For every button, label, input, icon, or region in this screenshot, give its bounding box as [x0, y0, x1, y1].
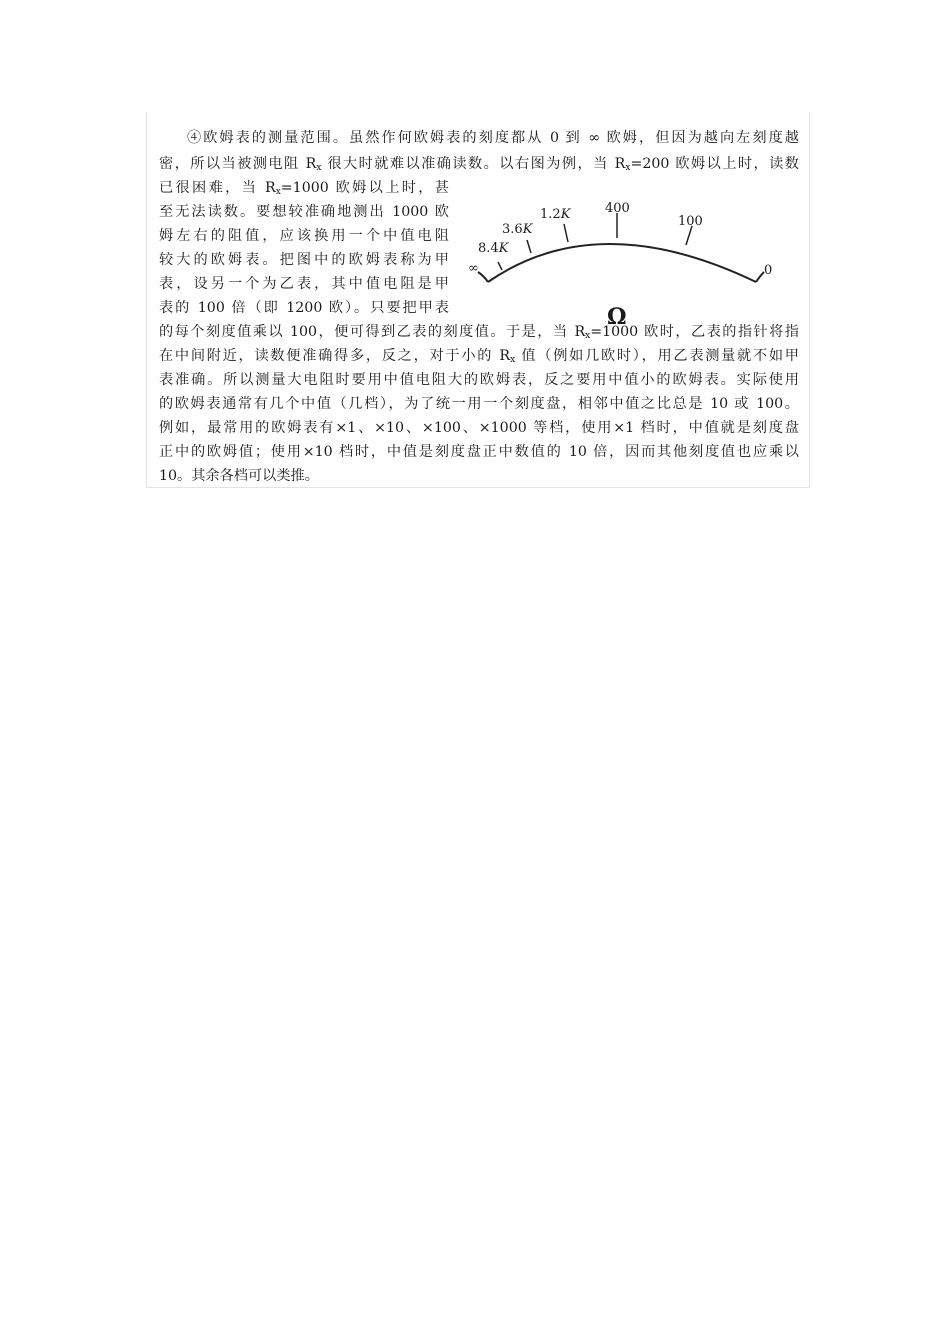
paragraph-line-3: 已很困难，当 $R_x=1000$ 欧姆以上时，甚 [159, 180, 449, 197]
paragraph-line-9: 的每个刻度值乘以 100，便可得到乙表的刻度值。于是，当 $R_x=1000$ 欧时，乙表的指针将指 [159, 324, 799, 341]
scale-arc [488, 244, 756, 282]
paragraph-line-4: 至无法读数。要想较准确地测出 1000 欧 [159, 204, 449, 220]
paragraph-line-2: 密，所以当被测电阻 $R_x$ 很大时就难以准确读数。以右图为例，当 $R_x=200$ 欧姆以上时，读数 [159, 156, 799, 173]
tick-8-4k [498, 262, 502, 270]
label-8-4k: 8.4K [478, 241, 509, 256]
unit-omega-symbol: Ω [607, 304, 627, 330]
paragraph-line-6: 较大的欧姆表。把图中的欧姆表称为甲 [159, 252, 449, 268]
paragraph-line-10: 在中间附近，读数便准确得多，反之，对于小的 $R_x$ 值（例如几欧时），用乙表测量就不如甲 [159, 348, 799, 365]
paragraph-line-11: 表准确。所以测量大电阻时要用中值电阻大的欧姆表，反之要用中值小的欧姆表。实际使用 [159, 372, 799, 388]
label-infinity: ∞ [468, 261, 479, 276]
ohmmeter-scale-diagram [460, 196, 790, 336]
scale-end-right [756, 272, 764, 282]
scale-end-left [478, 272, 488, 282]
tick-3-6k [527, 240, 531, 253]
paragraph-line-5: 姆左右的阻值，应该换用一个中值电阻 [159, 228, 449, 244]
paragraph-line-14: 正中的欧姆值；使用×10 档时，中值是刻度盘正中数值的 10 倍，因而其他刻度值也应乘以 [159, 444, 799, 460]
tick-1-2k [564, 224, 568, 242]
paragraph-line-12: 的欧姆表通常有几个中值（几档），为了统一用一个刻度盘，相邻中值之比总是 10 或 100。 [159, 396, 799, 412]
paragraph-line-13: 例如，最常用的欧姆表有×1、×10、×100、×1000 等档，使用×1 档时，中值就是刻度盘 [159, 420, 799, 436]
label-400: 400 [605, 201, 630, 216]
label-zero: 0 [764, 263, 773, 278]
label-3-6k: 3.6K [502, 222, 533, 237]
label-1-2k: 1.2K [540, 207, 571, 222]
paragraph-line-7: 表，设另一个为乙表，其中值电阻是甲 [159, 276, 449, 292]
label-100: 100 [678, 214, 703, 229]
paragraph-line-8: 表的 100 倍（即 1200 欧）。只要把甲表 [159, 300, 449, 316]
paragraph-line-15: 10。其余各档可以类推。 [159, 468, 319, 484]
paragraph-line-1: ④欧姆表的测量范围。虽然作何欧姆表的刻度都从 0 到 ∞ 欧姆，但因为越向左刻度越 [187, 130, 799, 146]
